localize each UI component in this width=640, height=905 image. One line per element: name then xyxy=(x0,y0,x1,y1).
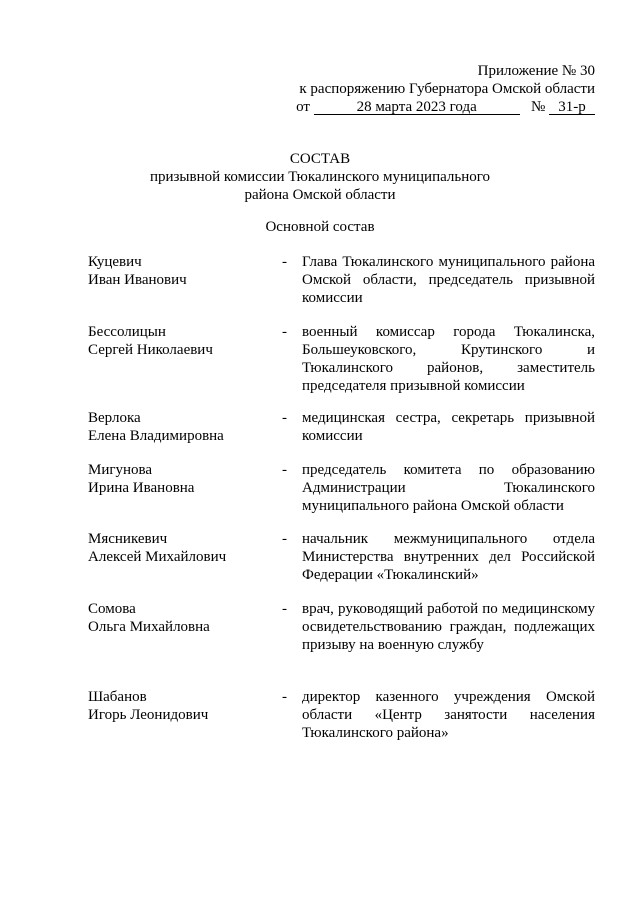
appendix-reference: к распоряжению Губернатора Омской области xyxy=(299,81,595,97)
member-name xyxy=(88,600,268,636)
member-role: медицинская сестра, секретарь призывной комиссии xyxy=(302,410,595,444)
title-heading: СОСТАВ xyxy=(289,151,351,167)
member-given-names: Ирина Ивановна xyxy=(88,480,195,496)
member-surname: Мигунова xyxy=(88,462,153,478)
member-given-names: Сергей Николаевич xyxy=(88,342,213,358)
member-surname: Верлока xyxy=(88,410,141,426)
member-given-names: Елена Владимировна xyxy=(88,428,224,444)
member-dash: - xyxy=(282,462,287,478)
member-surname: Мясникевич xyxy=(88,531,168,547)
from-label: от xyxy=(296,99,310,115)
member-name xyxy=(88,409,268,445)
member-name xyxy=(88,253,268,289)
member-dash: - xyxy=(282,410,287,426)
member-surname: Шабанов xyxy=(88,689,147,705)
member-surname: Бессолицын xyxy=(88,324,166,340)
number-label: № xyxy=(530,99,546,115)
order-date: 28 марта 2023 года xyxy=(314,100,520,115)
appendix-date-line xyxy=(296,98,595,116)
member-given-names: Игорь Леонидович xyxy=(88,707,209,723)
member-given-names: Ольга Михайловна xyxy=(88,619,210,635)
title-line-2: призывной комиссии Тюкалинского муниципального xyxy=(149,169,491,185)
document-title xyxy=(0,150,640,204)
member-name xyxy=(88,461,268,497)
member-dash: - xyxy=(282,254,287,270)
member-role: врач, руководящий работой по медицинскому освидетельствованию граждан, подлежащих призыву на военную службу xyxy=(302,601,595,653)
member-role: военный комиссар города Тюкалинска, Большеуковского, Крутинского и Тюкалинского районов, заместитель председателя призывной комиссии xyxy=(302,324,595,394)
appendix-header xyxy=(296,62,595,116)
order-number: 31-р xyxy=(549,100,595,115)
appendix-number: Приложение № 30 xyxy=(477,63,595,79)
member-dash: - xyxy=(282,324,287,340)
member-given-names: Иван Иванович xyxy=(88,272,187,288)
member-dash: - xyxy=(282,689,287,705)
member-role: председатель комитета по образованию Администрации Тюкалинского муниципального района Омской области xyxy=(302,462,595,514)
member-role: начальник межмуниципального отдела Министерства внутренних дел Российской Федерации «Тюкалинский» xyxy=(302,531,595,583)
title-line-3: района Омской области xyxy=(244,187,396,203)
member-name xyxy=(88,530,268,566)
member-name xyxy=(88,688,268,724)
section-subtitle: Основной состав xyxy=(265,219,375,235)
member-surname: Куцевич xyxy=(88,254,142,270)
member-given-names: Алексей Михайлович xyxy=(88,549,227,565)
member-dash: - xyxy=(282,601,287,617)
member-dash: - xyxy=(282,531,287,547)
member-role: Глава Тюкалинского муниципального района Омской области, председатель призывной комиссии xyxy=(302,254,595,306)
member-surname: Сомова xyxy=(88,601,136,617)
member-name xyxy=(88,323,268,359)
member-role: директор казенного учреждения Омской области «Центр занятости населения Тюкалинского района» xyxy=(302,689,595,741)
